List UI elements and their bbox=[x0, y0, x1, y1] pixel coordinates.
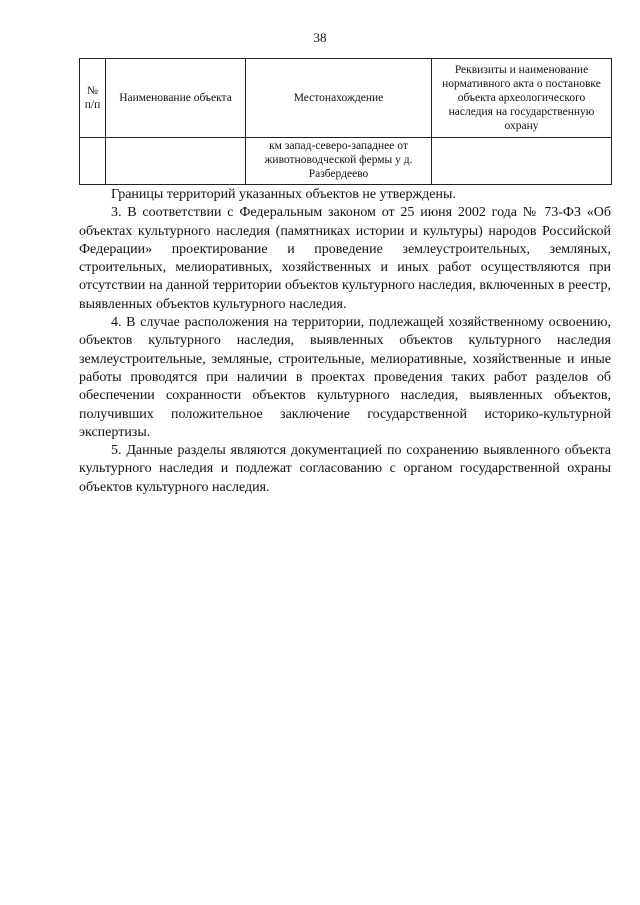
cell-object-name bbox=[106, 138, 246, 185]
page-number: 38 bbox=[313, 30, 327, 45]
header-object-name: Наименование объекта bbox=[106, 59, 246, 138]
heritage-objects-table bbox=[79, 58, 612, 185]
paragraph-3: 3. В соответствии с Федеральным законом от 25 июня 2002 года № 73-ФЗ «Об объектах культурного наследия (памятниках истории и культуры) народов Российской Федерации» проектирование и проведение землеустроительных, земляных, строительных, мелиоративных, хозяйственных и иных работ осуществляются при отсутствии на данной территории объектов культурного наследия, включенных в реестр, выявленных объектов культурного наследия. bbox=[79, 205, 611, 312]
document-body bbox=[79, 186, 611, 497]
paragraph-5: 5. Данные разделы являются документацией по сохранению выявленного объекта культурного наследия и подлежат согласованию с органом государственной охраны объектов культурного наследия. bbox=[79, 443, 611, 495]
cell-number bbox=[80, 138, 106, 185]
paragraph-boundaries: Границы территорий указанных объектов не утверждены. bbox=[111, 187, 456, 202]
table-row bbox=[80, 138, 612, 185]
paragraph-4: 4. В случае расположения на территории, подлежащей хозяйственному освоению, объектов культурного наследия, выявленных объектов культурного наследия землеустроительные, земляные, строительные, мелиоративные, хозяйственные и иные работы проводятся при наличии в проектах проведения таких работ разделов об обеспечении сохранности объектов культурного наследия, выявленных объектов, получивших положительное заключение государственной историко-культурной экспертизы. bbox=[79, 315, 611, 440]
table-header-row bbox=[80, 59, 612, 138]
header-legal-act: Реквизиты и наименование нормативного акта о постановке объекта археологического наследия на государственную охрану bbox=[432, 59, 612, 138]
cell-location: км запад-северо-западнее от животноводческой фермы у д. Разбердеево bbox=[246, 138, 432, 185]
header-number: № п/п bbox=[80, 59, 106, 138]
cell-legal-act bbox=[432, 138, 612, 185]
header-location: Местонахождение bbox=[246, 59, 432, 138]
